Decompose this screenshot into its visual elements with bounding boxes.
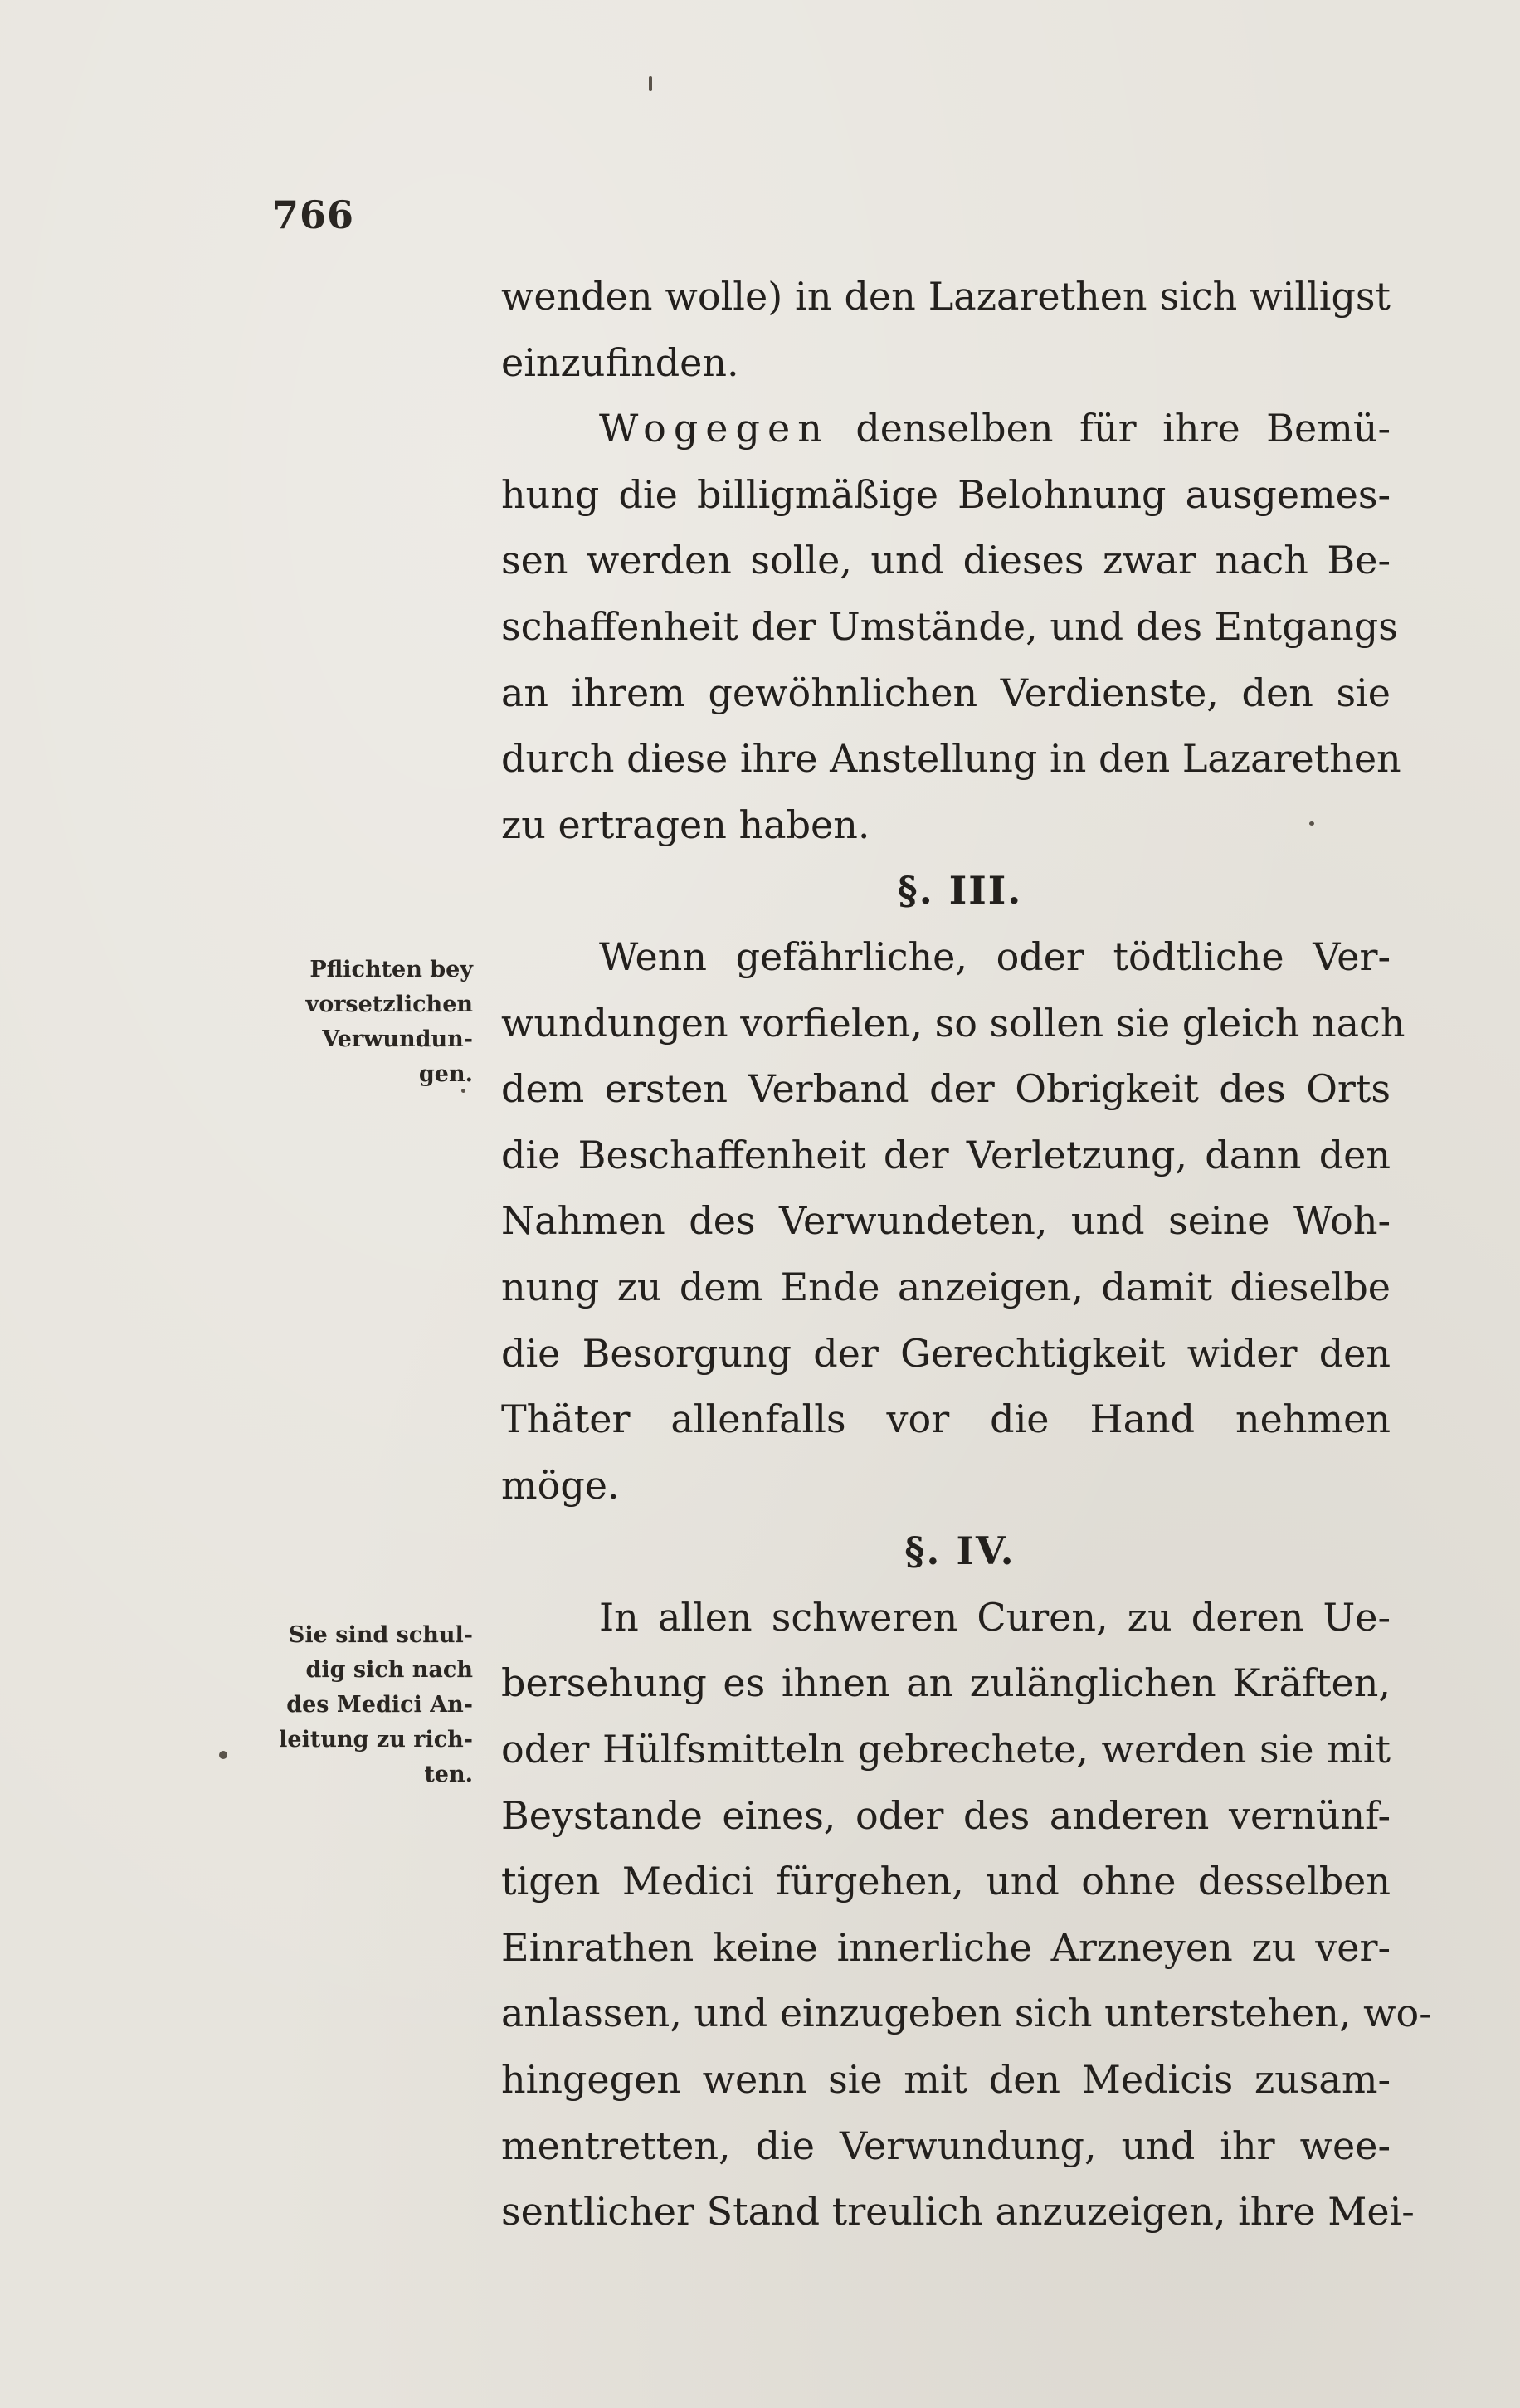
spaced-lead-word: Wogegen [599, 406, 830, 451]
text-line: möge. [501, 1462, 620, 1508]
text-line: oder Hülfsmitteln gebrechete, werden sie mit [501, 1727, 1391, 1772]
marginal-note-line: Verwundun- [322, 1026, 473, 1052]
marginal-note-line: gen. [418, 1061, 473, 1087]
paper-speck [1309, 821, 1314, 826]
marginal-note-line: des Medici An- [286, 1692, 473, 1718]
paper-speck [219, 1751, 227, 1759]
text-line: mentretten, die Verwundung, und ihr wee- [501, 2123, 1391, 2168]
text-line: Wenn gefährliche, oder tödtliche Ver- [599, 933, 1391, 979]
marginal-note-line: Pflichten bey [309, 957, 473, 982]
main-text-column [501, 264, 1432, 2245]
text-line: dem ersten Verband der Obrigkeit des Orts [501, 1066, 1391, 1112]
section-heading-4: §. IV. [904, 1528, 1016, 1574]
paragraph-section-4 [501, 1585, 1432, 2245]
text-line: Thäter allenfalls vor die Hand nehmen [501, 1397, 1391, 1442]
text-line: einzufinden. [501, 339, 739, 385]
text-line-rest: denselben für ihre Bemü- [829, 406, 1391, 451]
paragraph-wogegen [501, 396, 1401, 858]
text-line: zu ertragen haben. [501, 802, 870, 847]
text-line: anlassen, und einzugeben sich unterstehen, wo- [501, 1991, 1432, 2036]
marginal-note-obliged [249, 1618, 473, 1792]
text-line: In allen schweren Curen, zu deren Ue- [599, 1594, 1391, 1640]
marginal-note-line: Sie sind schul- [288, 1622, 473, 1648]
marginal-note-line: leitung zu rich- [279, 1727, 473, 1752]
marginal-note-line: vorsetzlichen [305, 992, 473, 1017]
text-line: Einrathen keine innerliche Arzneyen zu ver- [501, 1924, 1391, 1970]
text-line: schaffenheit der Umstände, und des Entgangs [501, 603, 1398, 649]
text-line: die Beschaffenheit der Verletzung, dann den [501, 1132, 1391, 1177]
text-line: nung zu dem Ende anzeigen, damit dieselbe [501, 1264, 1391, 1309]
paper-speck [649, 76, 652, 91]
text-line: wundungen vorfielen, so sollen sie gleich nach [501, 1000, 1406, 1046]
section-heading-3: §. III. [897, 868, 1023, 914]
text-line: hung die billigmäßige Belohnung ausgemes- [501, 471, 1391, 517]
paper-speck [461, 1089, 465, 1093]
text-line: die Besorgung der Gerechtigkeit wider den [501, 1330, 1391, 1376]
paragraph-section-3 [501, 924, 1406, 1518]
text-line: wenden wolle) in den Lazarethen sich willigst [501, 274, 1391, 319]
paragraph-continuation [501, 264, 1391, 396]
text-line: an ihrem gewöhnlichen Verdienste, den sie [501, 670, 1391, 715]
text-line: tigen Medici fürgehen, und ohne desselben [501, 1859, 1391, 1904]
text-line: hingegen wenn sie mit den Medicis zusam- [501, 2057, 1391, 2103]
text-line: Nahmen des Verwundeten, und seine Woh- [501, 1198, 1391, 1244]
page-number: 766 [272, 193, 355, 237]
text-line [501, 396, 1391, 462]
text-line: sen werden solle, und dieses zwar nach Be- [501, 538, 1391, 583]
marginal-note-duties [249, 953, 473, 1092]
text-line: Beystande eines, oder des anderen vernünf- [501, 1792, 1391, 1838]
marginal-note-line: ten. [424, 1762, 473, 1787]
text-line: bersehung es ihnen an zulänglichen Kräften, [501, 1660, 1391, 1706]
text-line: durch diese ihre Anstellung in den Lazarethen [501, 736, 1401, 782]
text-line: sentlicher Stand treulich anzuzeigen, ihre Mei- [501, 2189, 1415, 2235]
marginal-note-line: dig sich nach [305, 1657, 473, 1683]
